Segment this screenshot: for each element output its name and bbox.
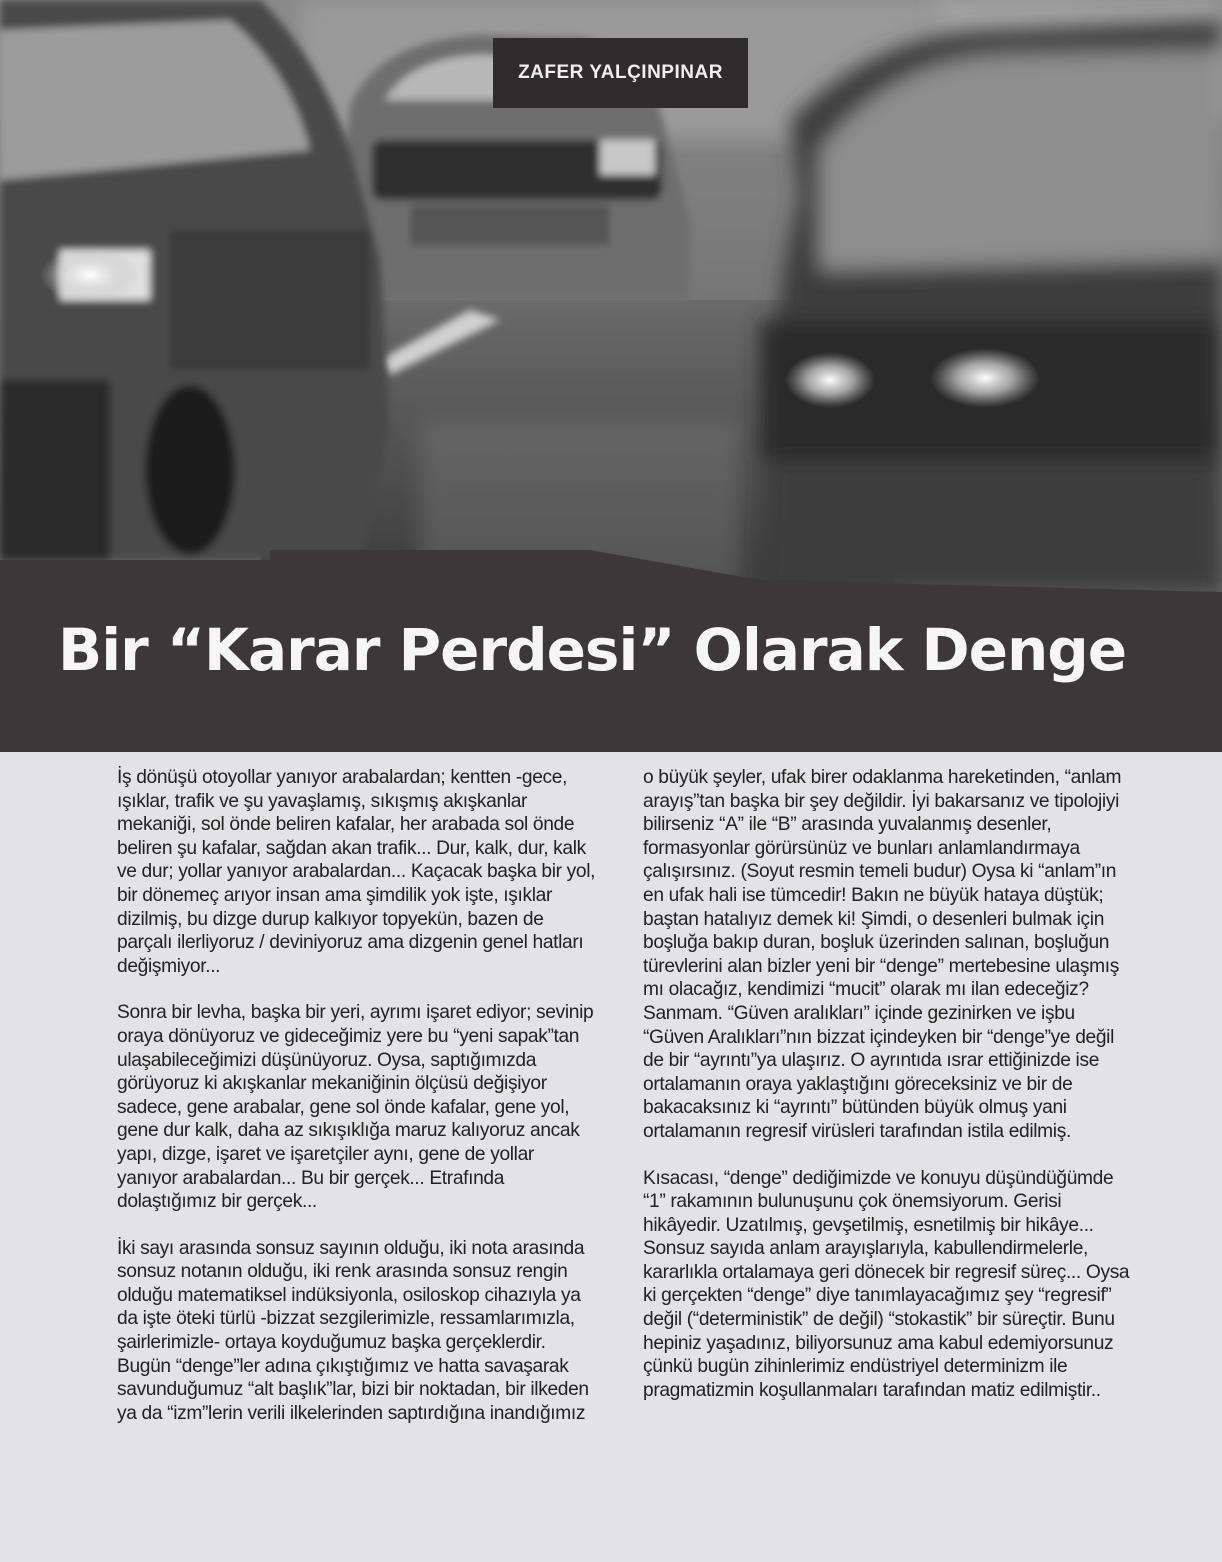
page-title: Bir “Karar Perdesi” Olarak Denge xyxy=(58,616,1127,684)
paragraph: İş dönüşü otoyollar yanıyor arabalardan; kentten -gece, ışıklar, trafik ve şu yavaşlamış, sıkışmış akışkanlar mekaniği, sol önde beliren kafalar, her arabada sol önde beliren şu kafalar, sağdan akan trafik... Dur, kalk, dur, kalk ve dur; yollar yanıyor arabalardan... Kaçacak başka bir yol, bir dönemeç arıyor insan ama şimdilik yok işte, ışıklar dizilmiş, bu dizge durup kalkıyor topyekün, bazen de parçalı ilerliyoruz / deviniyoruz ama dizgenin genel hatları değişmiyor... xyxy=(117,767,596,977)
left-column xyxy=(117,766,597,1448)
paragraph: İki sayı arasında sonsuz sayının olduğu, iki nota arasında sonsuz notanın olduğu, iki renk arasında sonsuz rengin olduğu matematiksel indüksiyonla, osiloskop cihazıyla ya da işte öteki türlü -bizzat sezgilerimizle, ressamlarımızla, şairlerimizle- ortaya koyduğumuz başka gerçeklerdir. Bugün “denge”ler adına çıkıştığımız ve hatta savaşarak savunduğumuz “alt başlık”lar, bizi bir noktadan, bir ilkeden ya da “izm”lerin verili ilkelerinden saptırdığına inandığımız xyxy=(117,1237,589,1424)
right-column xyxy=(643,766,1133,1425)
author-tag: ZAFER YALÇINPINAR xyxy=(493,38,748,108)
article-body xyxy=(0,752,1222,1562)
paragraph: o büyük şeyler, ufak birer odaklanma hareketinden, “anlam arayış”tan başka bir şey değildir. İyi bakarsanız ve tipolojiyi bilirseniz “A” ile “B” arasında yuvalanmış desenler, formasyonlar görürsünüz ve bunları anlamlandırmaya çalışırsınız. (Soyut resmin temeli budur) Oysa ki “anlam”ın en ufak hali ise tümcedir! Bakın ne büyük hataya düştük; baştan hatalıyız demek ki! Şimdi, o desenleri bulmak için boşluğa bakıp duran, boşluk üzerinden salınan, boşluğun türevlerini alan bizler yeni bir “denge” mertebesine ulaşmış mı olacağız, kendimizi “mucit” olarak mı ilan edeceğiz? Sanmam. “Güven aralıkları” içinde gezinirken ve işbu “Güven Aralıkları”nın bizzat içindeyken bir “denge”ye değil de bir “ayrıntı”ya ulaşırız. O ayrıntıda ısrar ettiğinizde ise ortalamanın oraya yaklaştığını göreceksiniz ve bir de bakacaksınız ki “ayrıntı” bütünden büyük olmuş yani ortalamanın regresif virüsleri tarafından istila edilmiş. xyxy=(643,767,1122,1142)
hero-image xyxy=(0,0,1222,752)
paragraph: Sonra bir levha, başka bir yeri, ayrımı işaret ediyor; sevinip oraya dönüyoruz ve gideceğimiz yere bu “yeni sapak”tan ulaşabileceğimizi düşünüyoruz. Oysa, saptığımızda görüyoruz ki akışkanlar mekaniğinin ölçüsü değişiyor sadece, gene arabalar, gene sol önde kafalar, gene yol, gene dur kalk, daha az sıkışıklığa maruz kalıyoruz ancak yapı, dizge, işaret ve işaretçiler aynı, gene de yollar yanıyor arabalardan... Bu bir gerçek... Etrafında dolaştığımız bir gerçek... xyxy=(117,1002,594,1213)
paragraph: Kısacası, “denge” dediğimizde ve konuyu düşündüğümde “1” rakamının bulunuşunu çok önemsiyorum. Gerisi hikâyedir. Uzatılmış, gevşetilmiş, esnetilmiş bir hikâye... Sonsuz sayıda anlam arayışlarıyla, kabullendirmelerle, kararlıkla ortalamaya geri dönecek bir regresif süreç... Oysa ki gerçekten “denge” diye tanımlayacağımız şey “regresif” değil (“deterministik” de değil) “stokastik” bir süreçtir. Bunu hepiniz yaşadınız, biliyorsunuz ama kabul edemiyorsunuz çünkü bugün zihinlerimiz endüstriyel determinizm ile pragmatizmin koşullanmaları tarafından matiz edilmiştir.. xyxy=(643,1167,1130,1401)
